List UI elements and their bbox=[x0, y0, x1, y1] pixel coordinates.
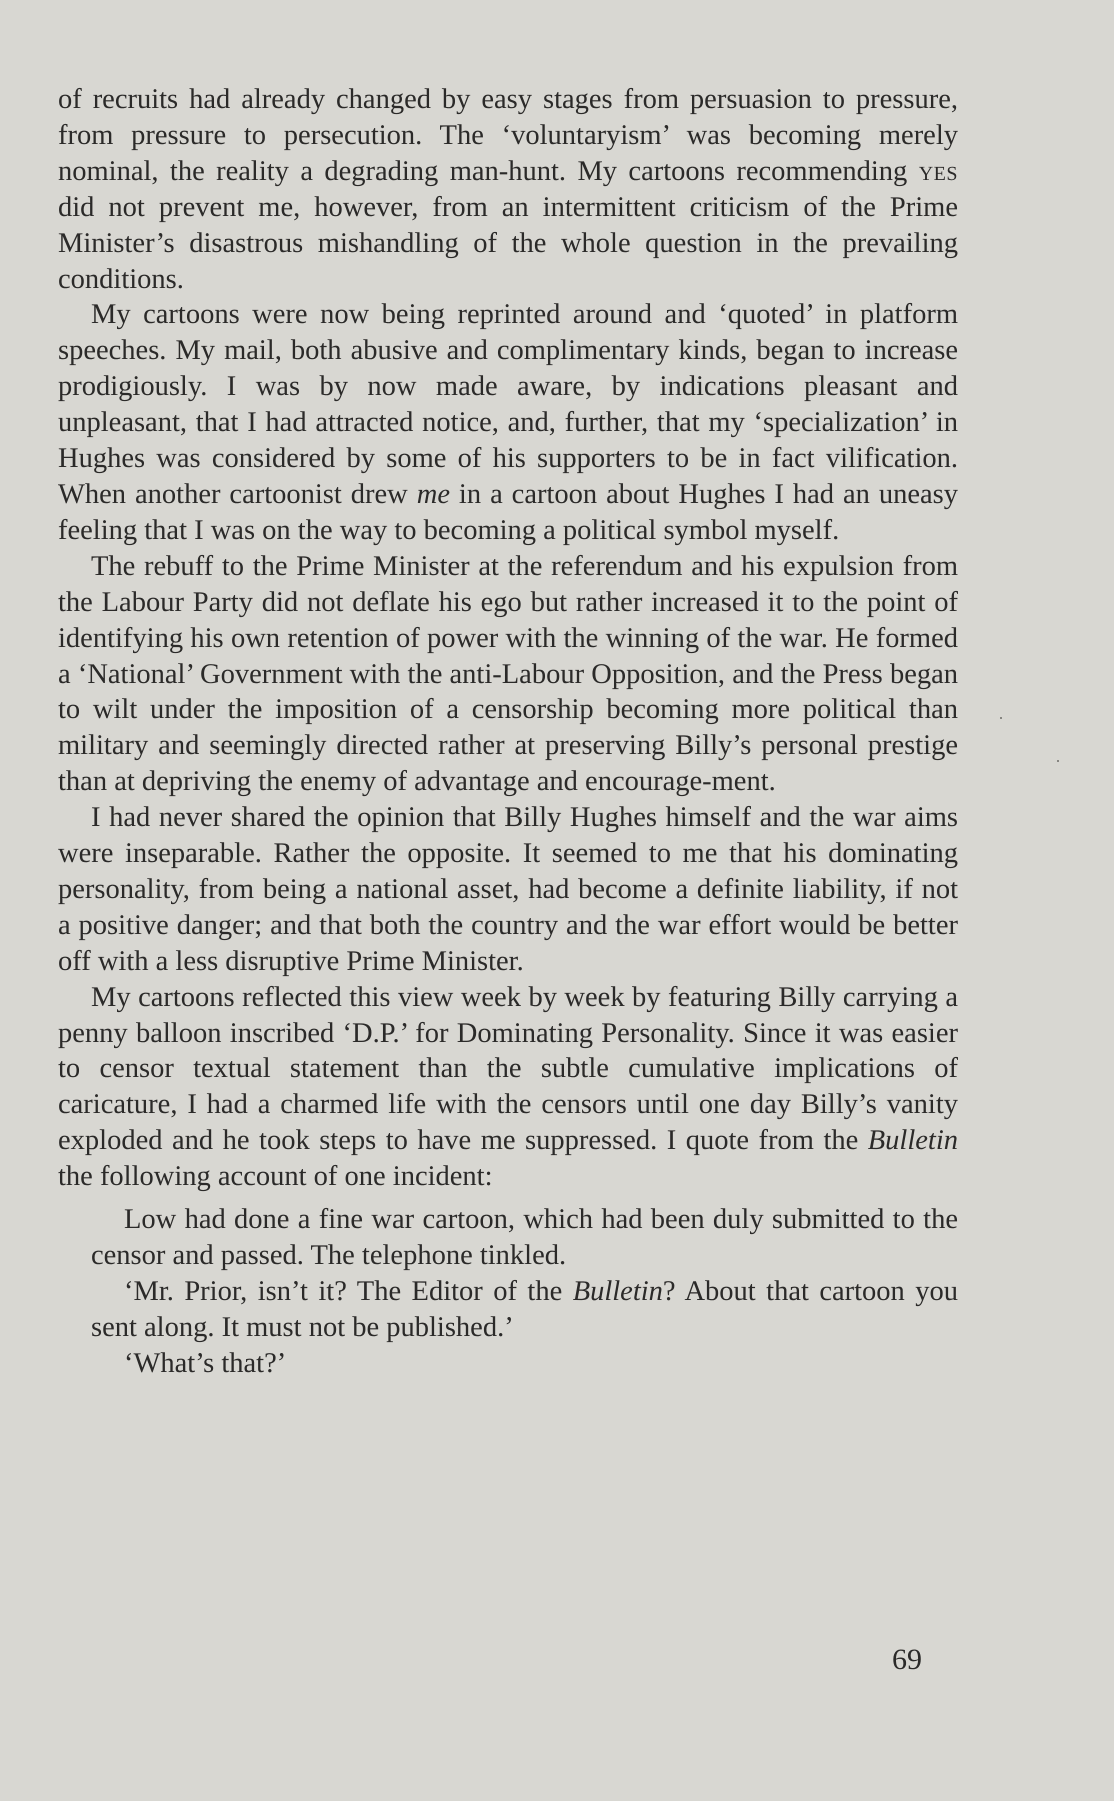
italic-text: Bulletin bbox=[867, 1125, 958, 1157]
paragraph bbox=[58, 980, 958, 1195]
text-segment: ‘What’s that?’ bbox=[124, 1347, 287, 1379]
paragraph bbox=[58, 297, 958, 548]
block-quote bbox=[58, 1202, 958, 1382]
paper-speck bbox=[1057, 760, 1059, 762]
text-segment: the following account of one incident: bbox=[58, 1161, 493, 1193]
text-segment: My cartoons were now being reprinted around and ‘quoted’ in platform speeches. My mail, both abusive and complimentary kinds, began to increase prodigiously. I was by now made aware, by indications pleasant and unpleasant, that I had attracted notice, and, further, that my ‘specialization’ in Hughes was considered by some of his supporters to be in fact vilification. When another cartoonist drew bbox=[58, 299, 958, 510]
text-segment: I had never shared the opinion that Billy Hughes himself and the war aims were inseparable. Rather the opposite. It seemed to me that his dominating personality, from being a national asset, had become a definite liability, if not a positive danger; and that both the country and the war effort would be better off with a less disruptive Prime Minister. bbox=[58, 802, 958, 977]
text-segment: ‘Mr. Prior, isn’t it? The Editor of the bbox=[124, 1275, 573, 1307]
paragraph-list bbox=[58, 82, 958, 1195]
italic-text: Bulletin bbox=[572, 1275, 663, 1307]
paragraph bbox=[58, 800, 958, 980]
text-segment: of recruits had already changed by easy stages from persuasion to pressure, from pressure to persecution. The ‘voluntaryism’ was becoming merely nominal, the reality a degrading man-hunt. My cartoons recommending bbox=[58, 84, 958, 187]
page-number: 69 bbox=[892, 1643, 922, 1676]
text-segment: ? About that cartoon you sent along. It must not be published.’ bbox=[91, 1275, 958, 1343]
text-segment: in a cartoon about Hughes I had an uneasy feeling that I was on the way to becoming a political symbol myself. bbox=[58, 478, 958, 546]
body-text bbox=[58, 82, 958, 1382]
smallcaps-text: yes bbox=[918, 155, 958, 187]
text-segment: did not prevent me, however, from an intermittent criticism of the Prime Minister’s disastrous mishandling of the whole question in the prevailing conditions. bbox=[58, 191, 958, 295]
text-segment: Low had done a fine war cartoon, which had been duly submitted to the censor and passed. The telephone tinkled. bbox=[91, 1204, 958, 1271]
paragraph bbox=[91, 1202, 958, 1274]
paragraph bbox=[91, 1346, 958, 1382]
paragraph bbox=[58, 549, 958, 800]
paragraph bbox=[58, 82, 958, 297]
text-segment: My cartoons reflected this view week by week by featuring Billy carrying a penny balloon inscribed ‘D.P.’ for Dominating Personality. Since it was easier to censor textual statement than the subtle cumulative implications of caricature, I had a charmed life with the censors until one day Billy’s vanity exploded and he took steps to have me suppressed. I quote from the bbox=[58, 981, 958, 1157]
paper-speck bbox=[1000, 717, 1002, 719]
paragraph bbox=[91, 1274, 958, 1346]
text-segment: The rebuff to the Prime Minister at the referendum and his expulsion from the Labour Party did not deflate his ego but rather increased it to the point of identifying his own retention of power with the winning of the war. He formed a ‘National’ Government with the anti-Labour Opposition, and the Press began to wilt under the imposition of a censorship becoming more political than military and seemingly directed rather at preserving Billy’s personal prestige than at depriving the enemy of advantage and encourage-ment. bbox=[58, 550, 958, 798]
italic-text: me bbox=[416, 478, 450, 510]
